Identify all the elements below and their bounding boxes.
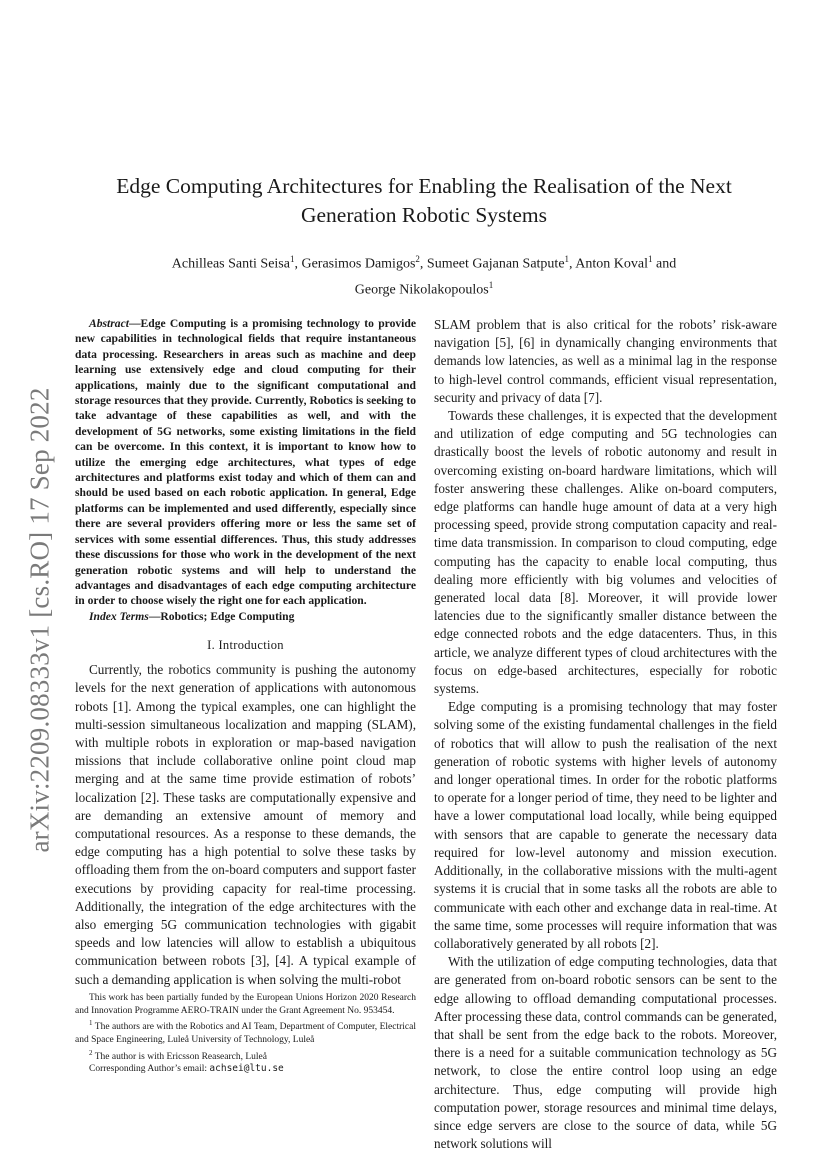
author-name: Sumeet Gajanan Satpute [426, 256, 565, 272]
author-name: Gerasimos Damigos [301, 256, 416, 272]
footnotes [75, 992, 416, 1076]
affiliation-mark: 1 [564, 254, 570, 264]
arxiv-identifier-text: arXiv:2209.08333v1 [cs.RO] 17 Sep 2022 [24, 387, 55, 853]
footnote-affiliation [75, 1017, 416, 1046]
affiliation-mark: 2 [415, 254, 420, 264]
index-terms [75, 609, 416, 624]
email-label: Corresponding Author’s email: [89, 1064, 210, 1075]
footnote-text: The author is with Ericsson Reasearch, Luleå [94, 1051, 267, 1062]
index-terms-dash: — [148, 609, 161, 623]
abstract-label: Abstract [89, 317, 129, 330]
index-terms-label: Index Terms [89, 609, 149, 623]
footnote-affiliation [75, 1047, 416, 1064]
body-paragraph: With the utilization of edge computing technologies, data that are generated from on-board robotic sensors can be sent to the edge allowing to offload demanding computational processes. After processing these data, control commands can be generated, that shall be sent from the edge back to the robots. Moreover, there is a need for a suitable communication technology as 5G network, to close the entire control loop using an edge architecture. Thus, edge computing will provide high computation power, storage resources and minimal time delays, since edge servers are close to the source of data, while 5G network solutions will [434, 954, 777, 1152]
affiliation-mark: 1 [289, 254, 295, 264]
author-name: George Nikolakopoulos [354, 282, 489, 298]
email-address: achsei@ltu.se [209, 1063, 284, 1075]
left-column [75, 316, 416, 989]
author-conjunction: and [656, 256, 677, 272]
paper-title: Edge Computing Architectures for Enabling the Realisation of the Next Generation Robotic Systems [116, 174, 732, 227]
right-column [434, 316, 777, 1153]
affiliation-mark: 1 [488, 279, 494, 290]
section-heading: I. Introduction [207, 638, 284, 653]
corresponding-email [75, 1063, 416, 1076]
author-name: Anton Koval [575, 256, 648, 272]
arxiv-identifier [20, 360, 60, 880]
author-list: Achilleas Santi Seisa$^1$, Gerasimos Damigos$^2$, Sumeet Gajanan Satpute$^1$, Anton Koval$^1$ and George Nikolakopoulos$^1$ [171, 254, 677, 298]
author-name: Achilleas Santi Seisa [171, 256, 290, 272]
index-terms-text: Robotics; Edge Computing [160, 609, 295, 623]
footnote-mark: 2 [89, 1048, 93, 1057]
footnote-text: The authors are with the Robotics and AI Team, Department of Computer, Electrical and Space Engineering, Luleå University of Technology, Luleå [75, 1022, 416, 1045]
body-paragraph: Towards these challenges, it is expected that the development and utilization of edge computing and 5G technologies can drastically boost the levels of robotic autonomy and result in overcoming existing on-board hardware limitations, which will foster answering these challenges. Alike on-board computers, edge platforms can handle huge amount of data at a very high processing speed, provide strong computation capacity and real-time data transmission. In comparison to cloud computing, edge computing has the capacity to enable local computing, thus dealing more efficiently with big volumes and velocities of generated local data [8]. Moreover, it will provide lower latencies due to the significantly smaller distance between the edge connected robots and the edge datacenters. Thus, in this article, we analyze different types of cloud architectures with the focus on edge-based architectures, especially for robotic systems. [434, 408, 777, 697]
funding-note: This work has been partially funded by the European Unions Horizon 2020 Research and Innovation Programme AERO-TRAIN under the Grant Agreement No. 953454. [75, 993, 416, 1016]
affiliation-mark: 1 [648, 254, 653, 264]
abstract-text: Edge Computing is a promising technology to provide new capabilities in technological fields that require instantaneous data processing. Researchers in areas such as machine and deep learning use extensively edge and cloud computing for their applications, mainly due to the significant computational and storage resources that they provide. Currently, Robotics is seeking to take advantage of these capabilities as well, and with the development of 5G networks, some existing limitations in the field can be overcome. In this context, it is important to know how to utilize the emerging edge architectures, what types of edge architectures and platforms exist today and which of them can and should be used based on each robotic application. In general, Edge platforms can be implemented and used differently, especially since there are several providers offering more or less the same set of services with some essential differences. Thus, this study addresses these discussions for those who work in the development of the next generation robotic systems and will help to understand the advantages and disadvantages of each edge computing architecture in order to choose wisely the right one for each application. [75, 317, 416, 608]
abstract-dash: — [128, 317, 141, 330]
body-paragraph: Edge computing is a promising technology that may foster solving some of the existing fundamental challenges in the field of robotics that will allow to push the realisation of the next generation of robotic systems with higher levels of autonomy and longer operational times. In order for the robotic platforms to operate for a longer period of time, they need to be lighter and have a lower computational load locally, while being equipped with sensors that are capable to generate the necessary data required for low-level autonomy and mission execution. Additionally, in the collaborative missions with the multi-agent systems it is crucial that in some tasks all the robots are able to communicate with each other and exchange data in real-time. At the same time, some processes will require information that was collaboratively generated by all robots [2]. [434, 699, 777, 951]
abstract [75, 316, 416, 609]
footnote-mark: 1 [89, 1019, 93, 1028]
body-paragraph: SLAM problem that is also critical for the robots’ risk-aware navigation [5], [6] in dynamically changing environments that demands low latencies, as well as a minimal lag in the response to high-level control commands, efficient visual representation, security and privacy of data [7]. [434, 317, 777, 405]
body-paragraph: Currently, the robotics community is pushing the autonomy levels for the next generation of applications with autonomous robots [1]. Among the typical examples, one can highlight the multi-session simultaneous localization and mapping (SLAM), with multiple robots in exploration or map-based navigation missions that include collaborative online point cloud map merging and at the same time provide estimation of robots’ localization [2]. These tasks are computationally expensive and are demanding an extensive amount of memory and computational resources. As a response to these demands, the edge computing has a high potential to solve these tasks by offloading them from the on-board computers and support faster executions by providing capacity for real-time processing. Additionally, the integration of the edge architectures with the also emerging 5G communication technologies with gigabit speeds and low latencies will allow to establish a ubiquitous communication between robots [3], [4]. A typical example of such a demanding application is when solving the multi-robot [75, 662, 416, 987]
